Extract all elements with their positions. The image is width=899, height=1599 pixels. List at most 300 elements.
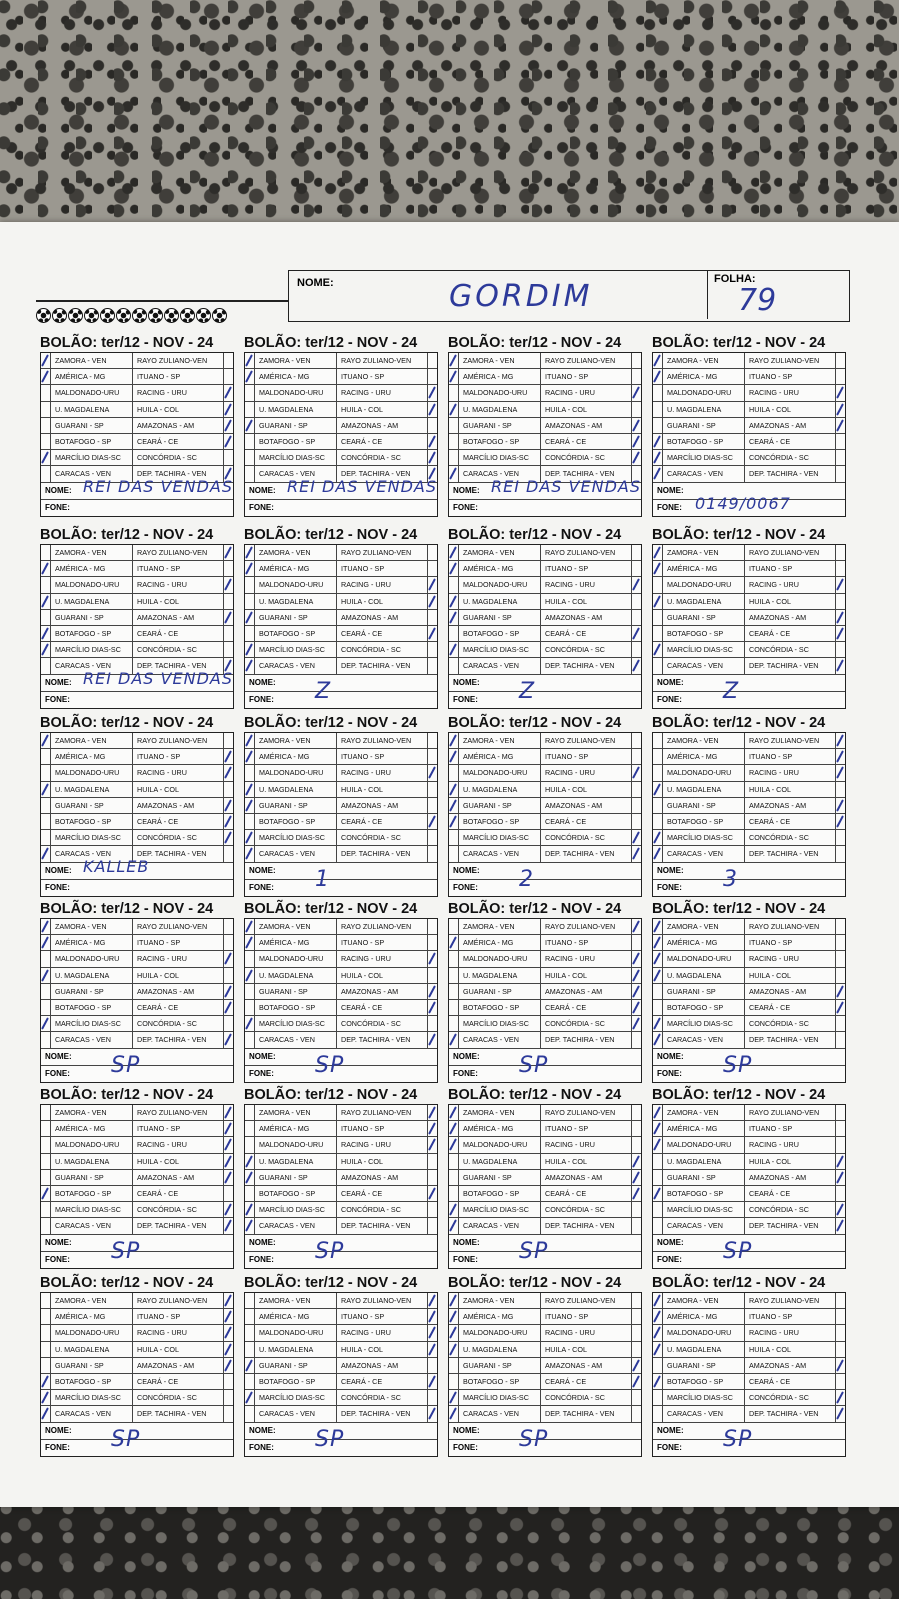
- home-pick-box[interactable]: [653, 1374, 663, 1389]
- home-pick-box[interactable]: [653, 1105, 663, 1120]
- away-pick-box[interactable]: [224, 1121, 233, 1136]
- away-pick-box[interactable]: [632, 610, 641, 625]
- home-pick-box[interactable]: [245, 749, 255, 764]
- home-pick-box[interactable]: [41, 642, 51, 657]
- away-pick-box[interactable]: [632, 385, 641, 400]
- away-pick-box[interactable]: [428, 577, 437, 592]
- home-pick-box[interactable]: [245, 642, 255, 657]
- away-pick-box[interactable]: [224, 846, 233, 861]
- ticket-fone-value[interactable]: Z: [519, 678, 536, 704]
- away-pick-box[interactable]: [836, 782, 845, 797]
- away-pick-box[interactable]: [632, 1374, 641, 1389]
- home-pick-box[interactable]: [245, 984, 255, 999]
- away-pick-box[interactable]: [224, 642, 233, 657]
- away-pick-box[interactable]: [836, 1342, 845, 1357]
- away-pick-box[interactable]: [836, 749, 845, 764]
- away-pick-box[interactable]: [428, 1186, 437, 1201]
- away-pick-box[interactable]: [632, 545, 641, 560]
- home-pick-box[interactable]: [41, 1154, 51, 1169]
- home-pick-box[interactable]: [653, 846, 663, 861]
- home-pick-box[interactable]: [245, 1390, 255, 1405]
- home-pick-box[interactable]: [41, 935, 51, 950]
- home-pick-box[interactable]: [41, 782, 51, 797]
- away-pick-box[interactable]: [224, 402, 233, 417]
- away-pick-box[interactable]: [836, 642, 845, 657]
- ticket-nome-value[interactable]: REI DAS VENDAS: [491, 476, 641, 496]
- home-pick-box[interactable]: [449, 658, 459, 673]
- away-pick-box[interactable]: [428, 749, 437, 764]
- away-pick-box[interactable]: [632, 402, 641, 417]
- away-pick-box[interactable]: [836, 1202, 845, 1217]
- away-pick-box[interactable]: [836, 369, 845, 384]
- away-pick-box[interactable]: [632, 626, 641, 641]
- home-pick-box[interactable]: [245, 846, 255, 861]
- home-pick-box[interactable]: [245, 658, 255, 673]
- away-pick-box[interactable]: [428, 1218, 437, 1233]
- away-pick-box[interactable]: [224, 733, 233, 748]
- home-pick-box[interactable]: [449, 1342, 459, 1357]
- away-pick-box[interactable]: [836, 1121, 845, 1136]
- away-pick-box[interactable]: [428, 919, 437, 934]
- away-pick-box[interactable]: [836, 434, 845, 449]
- home-pick-box[interactable]: [653, 935, 663, 950]
- home-pick-box[interactable]: [245, 434, 255, 449]
- home-pick-box[interactable]: [653, 1202, 663, 1217]
- away-pick-box[interactable]: [836, 830, 845, 845]
- home-pick-box[interactable]: [449, 968, 459, 983]
- home-pick-box[interactable]: [653, 545, 663, 560]
- home-pick-box[interactable]: [41, 545, 51, 560]
- away-pick-box[interactable]: [224, 798, 233, 813]
- away-pick-box[interactable]: [224, 385, 233, 400]
- away-pick-box[interactable]: [836, 814, 845, 829]
- home-pick-box[interactable]: [245, 782, 255, 797]
- away-pick-box[interactable]: [836, 658, 845, 673]
- away-pick-box[interactable]: [836, 385, 845, 400]
- home-pick-box[interactable]: [245, 418, 255, 433]
- home-pick-box[interactable]: [41, 1218, 51, 1233]
- away-pick-box[interactable]: [836, 1390, 845, 1405]
- away-pick-box[interactable]: [632, 658, 641, 673]
- away-pick-box[interactable]: [224, 968, 233, 983]
- away-pick-box[interactable]: [836, 610, 845, 625]
- home-pick-box[interactable]: [41, 1016, 51, 1031]
- away-pick-box[interactable]: [428, 984, 437, 999]
- home-pick-box[interactable]: [245, 1325, 255, 1340]
- home-pick-box[interactable]: [245, 369, 255, 384]
- home-pick-box[interactable]: [41, 1000, 51, 1015]
- home-pick-box[interactable]: [653, 594, 663, 609]
- home-pick-box[interactable]: [653, 1032, 663, 1047]
- away-pick-box[interactable]: [836, 1293, 845, 1308]
- away-pick-box[interactable]: [428, 1121, 437, 1136]
- home-pick-box[interactable]: [245, 385, 255, 400]
- away-pick-box[interactable]: [836, 1154, 845, 1169]
- home-pick-box[interactable]: [449, 610, 459, 625]
- away-pick-box[interactable]: [224, 561, 233, 576]
- home-pick-box[interactable]: [449, 418, 459, 433]
- home-pick-box[interactable]: [41, 951, 51, 966]
- home-pick-box[interactable]: [41, 1309, 51, 1324]
- away-pick-box[interactable]: [836, 919, 845, 934]
- away-pick-box[interactable]: [224, 749, 233, 764]
- home-pick-box[interactable]: [449, 765, 459, 780]
- ticket-fone-value[interactable]: SP: [315, 1052, 345, 1078]
- home-pick-box[interactable]: [449, 545, 459, 560]
- home-pick-box[interactable]: [449, 1374, 459, 1389]
- home-pick-box[interactable]: [653, 642, 663, 657]
- away-pick-box[interactable]: [428, 1325, 437, 1340]
- home-pick-box[interactable]: [653, 814, 663, 829]
- away-pick-box[interactable]: [836, 626, 845, 641]
- ticket-fone-value[interactable]: SP: [519, 1052, 549, 1078]
- away-pick-box[interactable]: [224, 1342, 233, 1357]
- home-pick-box[interactable]: [449, 434, 459, 449]
- away-pick-box[interactable]: [632, 935, 641, 950]
- home-pick-box[interactable]: [653, 1186, 663, 1201]
- away-pick-box[interactable]: [224, 1390, 233, 1405]
- home-pick-box[interactable]: [245, 1032, 255, 1047]
- home-pick-box[interactable]: [449, 561, 459, 576]
- ticket-fone-value[interactable]: SP: [723, 1052, 753, 1078]
- ticket-fone-value[interactable]: Z: [723, 678, 740, 704]
- home-pick-box[interactable]: [245, 1374, 255, 1389]
- home-pick-box[interactable]: [449, 1309, 459, 1324]
- home-pick-box[interactable]: [41, 626, 51, 641]
- home-pick-box[interactable]: [41, 1121, 51, 1136]
- home-pick-box[interactable]: [449, 353, 459, 368]
- away-pick-box[interactable]: [428, 1032, 437, 1047]
- home-pick-box[interactable]: [653, 1137, 663, 1152]
- away-pick-box[interactable]: [428, 1202, 437, 1217]
- home-pick-box[interactable]: [653, 984, 663, 999]
- home-pick-box[interactable]: [449, 1406, 459, 1421]
- away-pick-box[interactable]: [224, 951, 233, 966]
- away-pick-box[interactable]: [632, 1016, 641, 1031]
- away-pick-box[interactable]: [836, 561, 845, 576]
- home-pick-box[interactable]: [653, 450, 663, 465]
- home-pick-box[interactable]: [449, 385, 459, 400]
- away-pick-box[interactable]: [224, 1170, 233, 1185]
- away-pick-box[interactable]: [428, 626, 437, 641]
- home-pick-box[interactable]: [41, 1358, 51, 1373]
- away-pick-box[interactable]: [632, 418, 641, 433]
- home-pick-box[interactable]: [245, 1309, 255, 1324]
- away-pick-box[interactable]: [428, 1374, 437, 1389]
- home-pick-box[interactable]: [245, 545, 255, 560]
- home-pick-box[interactable]: [41, 1374, 51, 1389]
- away-pick-box[interactable]: [632, 1186, 641, 1201]
- home-pick-box[interactable]: [245, 798, 255, 813]
- away-pick-box[interactable]: [428, 658, 437, 673]
- home-pick-box[interactable]: [653, 1325, 663, 1340]
- away-pick-box[interactable]: [632, 1309, 641, 1324]
- away-pick-box[interactable]: [428, 402, 437, 417]
- home-pick-box[interactable]: [245, 353, 255, 368]
- home-pick-box[interactable]: [41, 968, 51, 983]
- away-pick-box[interactable]: [224, 1186, 233, 1201]
- away-pick-box[interactable]: [428, 418, 437, 433]
- away-pick-box[interactable]: [428, 594, 437, 609]
- away-pick-box[interactable]: [836, 984, 845, 999]
- away-pick-box[interactable]: [428, 1154, 437, 1169]
- home-pick-box[interactable]: [41, 434, 51, 449]
- away-pick-box[interactable]: [224, 1293, 233, 1308]
- away-pick-box[interactable]: [224, 353, 233, 368]
- home-pick-box[interactable]: [41, 1390, 51, 1405]
- away-pick-box[interactable]: [632, 765, 641, 780]
- away-pick-box[interactable]: [836, 1016, 845, 1031]
- home-pick-box[interactable]: [449, 951, 459, 966]
- home-pick-box[interactable]: [245, 1186, 255, 1201]
- home-pick-box[interactable]: [449, 369, 459, 384]
- away-pick-box[interactable]: [428, 1293, 437, 1308]
- ticket-nome-value[interactable]: REI DAS VENDAS: [287, 476, 437, 496]
- away-pick-box[interactable]: [224, 1374, 233, 1389]
- home-pick-box[interactable]: [653, 434, 663, 449]
- home-pick-box[interactable]: [653, 369, 663, 384]
- home-pick-box[interactable]: [41, 1137, 51, 1152]
- away-pick-box[interactable]: [224, 626, 233, 641]
- away-pick-box[interactable]: [632, 1342, 641, 1357]
- away-pick-box[interactable]: [632, 1293, 641, 1308]
- home-pick-box[interactable]: [41, 984, 51, 999]
- home-pick-box[interactable]: [653, 1154, 663, 1169]
- away-pick-box[interactable]: [632, 1358, 641, 1373]
- home-pick-box[interactable]: [449, 1032, 459, 1047]
- away-pick-box[interactable]: [836, 798, 845, 813]
- home-pick-box[interactable]: [653, 1121, 663, 1136]
- home-pick-box[interactable]: [449, 1105, 459, 1120]
- ticket-nome-value[interactable]: KALLEB: [83, 856, 150, 876]
- home-pick-box[interactable]: [449, 782, 459, 797]
- away-pick-box[interactable]: [632, 577, 641, 592]
- home-pick-box[interactable]: [245, 733, 255, 748]
- away-pick-box[interactable]: [632, 814, 641, 829]
- away-pick-box[interactable]: [428, 968, 437, 983]
- home-pick-box[interactable]: [653, 830, 663, 845]
- home-pick-box[interactable]: [41, 765, 51, 780]
- home-pick-box[interactable]: [41, 402, 51, 417]
- away-pick-box[interactable]: [836, 1186, 845, 1201]
- home-pick-box[interactable]: [245, 450, 255, 465]
- home-pick-box[interactable]: [449, 1016, 459, 1031]
- away-pick-box[interactable]: [224, 1309, 233, 1324]
- away-pick-box[interactable]: [224, 984, 233, 999]
- home-pick-box[interactable]: [41, 749, 51, 764]
- ticket-fone-value[interactable]: SP: [111, 1426, 141, 1452]
- home-pick-box[interactable]: [41, 561, 51, 576]
- away-pick-box[interactable]: [632, 1218, 641, 1233]
- home-pick-box[interactable]: [245, 1170, 255, 1185]
- away-pick-box[interactable]: [428, 434, 437, 449]
- away-pick-box[interactable]: [224, 434, 233, 449]
- away-pick-box[interactable]: [632, 830, 641, 845]
- away-pick-box[interactable]: [836, 450, 845, 465]
- home-pick-box[interactable]: [449, 1202, 459, 1217]
- home-pick-box[interactable]: [449, 594, 459, 609]
- home-pick-box[interactable]: [653, 1016, 663, 1031]
- away-pick-box[interactable]: [224, 450, 233, 465]
- home-pick-box[interactable]: [653, 561, 663, 576]
- away-pick-box[interactable]: [224, 1105, 233, 1120]
- ticket-fone-value[interactable]: SP: [111, 1238, 141, 1264]
- away-pick-box[interactable]: [836, 594, 845, 609]
- away-pick-box[interactable]: [428, 1358, 437, 1373]
- away-pick-box[interactable]: [428, 1170, 437, 1185]
- home-pick-box[interactable]: [653, 466, 663, 481]
- away-pick-box[interactable]: [632, 1202, 641, 1217]
- home-pick-box[interactable]: [449, 1325, 459, 1340]
- home-pick-box[interactable]: [653, 577, 663, 592]
- home-pick-box[interactable]: [449, 1358, 459, 1373]
- away-pick-box[interactable]: [632, 1406, 641, 1421]
- home-pick-box[interactable]: [449, 830, 459, 845]
- away-pick-box[interactable]: [428, 1342, 437, 1357]
- home-pick-box[interactable]: [41, 418, 51, 433]
- home-pick-box[interactable]: [449, 733, 459, 748]
- away-pick-box[interactable]: [836, 1358, 845, 1373]
- away-pick-box[interactable]: [224, 935, 233, 950]
- home-pick-box[interactable]: [245, 935, 255, 950]
- away-pick-box[interactable]: [632, 1325, 641, 1340]
- home-pick-box[interactable]: [653, 658, 663, 673]
- home-pick-box[interactable]: [41, 594, 51, 609]
- home-pick-box[interactable]: [41, 369, 51, 384]
- home-pick-box[interactable]: [41, 1406, 51, 1421]
- ticket-fone-value[interactable]: SP: [723, 1426, 753, 1452]
- away-pick-box[interactable]: [632, 984, 641, 999]
- away-pick-box[interactable]: [428, 385, 437, 400]
- away-pick-box[interactable]: [224, 1154, 233, 1169]
- away-pick-box[interactable]: [428, 369, 437, 384]
- home-pick-box[interactable]: [245, 814, 255, 829]
- home-pick-box[interactable]: [245, 402, 255, 417]
- home-pick-box[interactable]: [449, 1186, 459, 1201]
- away-pick-box[interactable]: [224, 594, 233, 609]
- away-pick-box[interactable]: [632, 951, 641, 966]
- home-pick-box[interactable]: [245, 1121, 255, 1136]
- away-pick-box[interactable]: [632, 353, 641, 368]
- away-pick-box[interactable]: [632, 798, 641, 813]
- away-pick-box[interactable]: [632, 1390, 641, 1405]
- home-pick-box[interactable]: [449, 1170, 459, 1185]
- away-pick-box[interactable]: [836, 846, 845, 861]
- home-pick-box[interactable]: [653, 765, 663, 780]
- away-pick-box[interactable]: [632, 1000, 641, 1015]
- away-pick-box[interactable]: [428, 1137, 437, 1152]
- home-pick-box[interactable]: [449, 749, 459, 764]
- away-pick-box[interactable]: [428, 733, 437, 748]
- away-pick-box[interactable]: [428, 545, 437, 560]
- away-pick-box[interactable]: [224, 830, 233, 845]
- home-pick-box[interactable]: [245, 1218, 255, 1233]
- home-pick-box[interactable]: [41, 1342, 51, 1357]
- home-pick-box[interactable]: [449, 466, 459, 481]
- home-pick-box[interactable]: [41, 450, 51, 465]
- home-pick-box[interactable]: [41, 919, 51, 934]
- away-pick-box[interactable]: [428, 830, 437, 845]
- away-pick-box[interactable]: [632, 594, 641, 609]
- ticket-fone-value[interactable]: 2: [519, 866, 534, 892]
- away-pick-box[interactable]: [836, 577, 845, 592]
- home-pick-box[interactable]: [449, 919, 459, 934]
- home-pick-box[interactable]: [653, 951, 663, 966]
- away-pick-box[interactable]: [632, 1154, 641, 1169]
- home-pick-box[interactable]: [245, 1406, 255, 1421]
- home-pick-box[interactable]: [41, 830, 51, 845]
- home-pick-box[interactable]: [245, 1358, 255, 1373]
- away-pick-box[interactable]: [224, 1358, 233, 1373]
- home-pick-box[interactable]: [653, 626, 663, 641]
- home-pick-box[interactable]: [653, 1170, 663, 1185]
- home-pick-box[interactable]: [449, 814, 459, 829]
- home-pick-box[interactable]: [449, 577, 459, 592]
- home-pick-box[interactable]: [245, 765, 255, 780]
- away-pick-box[interactable]: [632, 968, 641, 983]
- home-pick-box[interactable]: [245, 1016, 255, 1031]
- away-pick-box[interactable]: [224, 369, 233, 384]
- away-pick-box[interactable]: [428, 1000, 437, 1015]
- home-pick-box[interactable]: [449, 935, 459, 950]
- away-pick-box[interactable]: [428, 814, 437, 829]
- away-pick-box[interactable]: [632, 642, 641, 657]
- home-pick-box[interactable]: [449, 450, 459, 465]
- home-pick-box[interactable]: [653, 968, 663, 983]
- home-pick-box[interactable]: [245, 968, 255, 983]
- away-pick-box[interactable]: [428, 798, 437, 813]
- away-pick-box[interactable]: [428, 353, 437, 368]
- away-pick-box[interactable]: [224, 814, 233, 829]
- away-pick-box[interactable]: [428, 1105, 437, 1120]
- ticket-fone-value[interactable]: SP: [723, 1238, 753, 1264]
- home-pick-box[interactable]: [449, 984, 459, 999]
- away-pick-box[interactable]: [632, 369, 641, 384]
- home-pick-box[interactable]: [245, 626, 255, 641]
- home-pick-box[interactable]: [245, 951, 255, 966]
- away-pick-box[interactable]: [428, 935, 437, 950]
- away-pick-box[interactable]: [224, 782, 233, 797]
- away-pick-box[interactable]: [836, 951, 845, 966]
- ticket-fone-value[interactable]: SP: [315, 1238, 345, 1264]
- home-pick-box[interactable]: [245, 830, 255, 845]
- home-pick-box[interactable]: [41, 733, 51, 748]
- home-pick-box[interactable]: [41, 577, 51, 592]
- away-pick-box[interactable]: [836, 1309, 845, 1324]
- ticket-fone-value[interactable]: 3: [723, 866, 738, 892]
- away-pick-box[interactable]: [224, 610, 233, 625]
- home-pick-box[interactable]: [41, 1170, 51, 1185]
- home-pick-box[interactable]: [245, 594, 255, 609]
- away-pick-box[interactable]: [224, 1202, 233, 1217]
- home-pick-box[interactable]: [653, 610, 663, 625]
- home-pick-box[interactable]: [245, 1137, 255, 1152]
- home-pick-box[interactable]: [449, 1137, 459, 1152]
- home-pick-box[interactable]: [41, 353, 51, 368]
- home-pick-box[interactable]: [653, 733, 663, 748]
- home-pick-box[interactable]: [41, 798, 51, 813]
- home-pick-box[interactable]: [653, 1390, 663, 1405]
- home-pick-box[interactable]: [245, 1202, 255, 1217]
- away-pick-box[interactable]: [428, 1390, 437, 1405]
- home-pick-box[interactable]: [653, 798, 663, 813]
- ticket-nome-value[interactable]: REI DAS VENDAS: [83, 668, 233, 688]
- home-pick-box[interactable]: [41, 846, 51, 861]
- away-pick-box[interactable]: [836, 1137, 845, 1152]
- away-pick-box[interactable]: [224, 1325, 233, 1340]
- home-pick-box[interactable]: [449, 626, 459, 641]
- away-pick-box[interactable]: [224, 1218, 233, 1233]
